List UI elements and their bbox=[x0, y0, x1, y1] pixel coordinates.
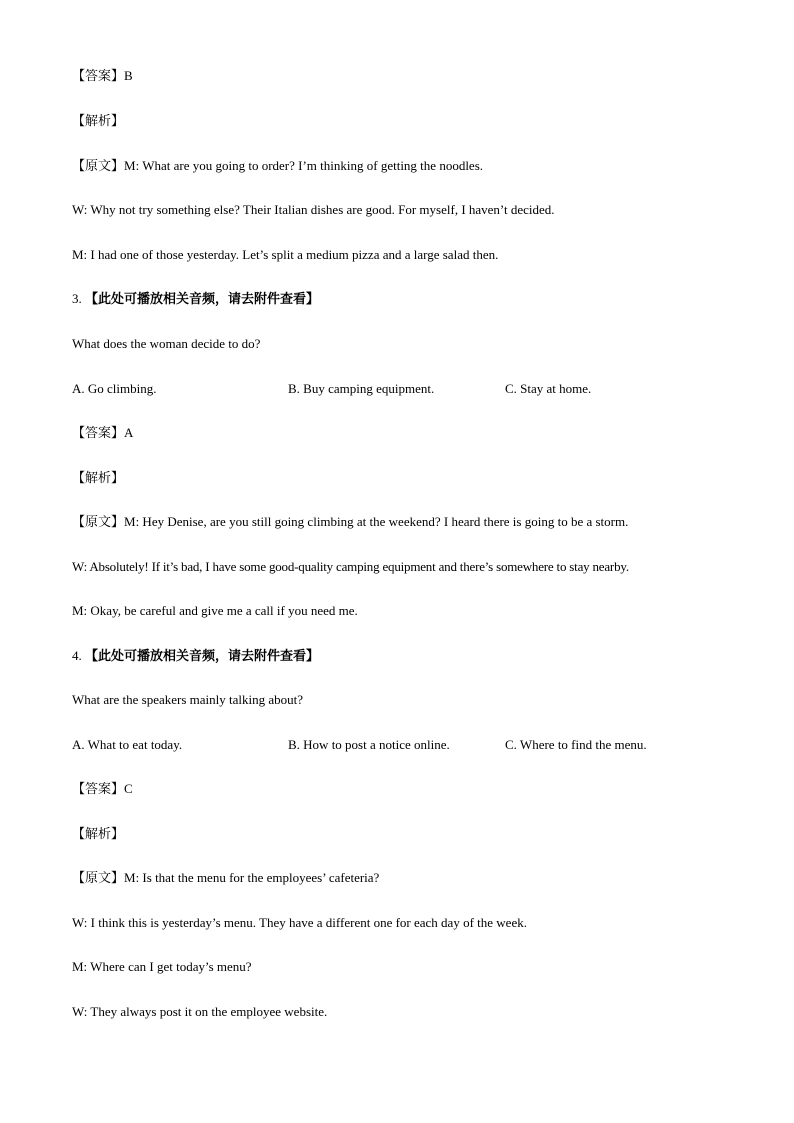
answer-value: B bbox=[124, 68, 133, 83]
transcript-text: M: I had one of those yesterday. Let’s split a medium pizza and a large salad then. bbox=[72, 247, 499, 262]
transcript-label: 【原文】 bbox=[72, 515, 125, 530]
answer-label: 【答案】 bbox=[72, 426, 125, 441]
option-c: C. Where to find the menu. bbox=[505, 737, 647, 752]
transcript-text: M: Okay, be careful and give me a call if you need me. bbox=[72, 603, 358, 618]
answer-line bbox=[72, 67, 133, 86]
transcript-text: M: Is that the menu for the employees’ cafeteria? bbox=[124, 870, 380, 885]
answer-value: A bbox=[124, 425, 134, 440]
audio-note: 【此处可播放相关音频，请去附件查看】 bbox=[85, 292, 320, 307]
option-a: A. Go climbing. bbox=[72, 381, 157, 396]
question-header bbox=[72, 647, 319, 666]
answer-line bbox=[72, 780, 133, 799]
transcript-label: 【原文】 bbox=[72, 159, 125, 174]
question-number: 3. bbox=[72, 291, 82, 306]
option-b: B. How to post a notice online. bbox=[288, 737, 450, 752]
transcript-line bbox=[72, 958, 252, 976]
transcript-text: M: Where can I get today’s menu? bbox=[72, 959, 252, 974]
question-number: 4. bbox=[72, 648, 82, 663]
transcript-line bbox=[72, 869, 379, 888]
transcript-text: M: What are you going to order? I’m thinking of getting the noodles. bbox=[124, 158, 484, 173]
transcript-text: W: I think this is yesterday’s menu. They have a different one for each day of the week. bbox=[72, 915, 527, 930]
option-a: A. What to eat today. bbox=[72, 737, 183, 752]
answer-label: 【答案】 bbox=[72, 69, 125, 84]
analysis-label: 【解析】 bbox=[72, 471, 125, 486]
question-header bbox=[72, 290, 319, 309]
transcript-text: W: They always post it on the employee website. bbox=[72, 1004, 328, 1019]
transcript-text: W: Why not try something else? Their Italian dishes are good. For myself, I haven’t decided. bbox=[72, 202, 555, 217]
question-text: What does the woman decide to do? bbox=[72, 336, 261, 351]
audio-note: 【此处可播放相关音频，请去附件查看】 bbox=[85, 649, 320, 664]
transcript-line bbox=[72, 558, 629, 576]
option-c: C. Stay at home. bbox=[505, 381, 592, 396]
answer-value: C bbox=[124, 781, 133, 796]
transcript-line bbox=[72, 157, 483, 176]
transcript-line bbox=[72, 246, 498, 264]
transcript-line bbox=[72, 914, 527, 932]
transcript-line bbox=[72, 602, 358, 620]
transcript-text: W: Absolutely! If it’s bad, I have some good-quality camping equipment and there’s somewhere to stay nearby. bbox=[72, 559, 629, 574]
transcript-text: M: Hey Denise, are you still going climbing at the weekend? I heard there is going to be a storm. bbox=[124, 514, 629, 529]
question-text: What are the speakers mainly talking about? bbox=[72, 692, 304, 707]
transcript-line bbox=[72, 513, 628, 532]
analysis-label: 【解析】 bbox=[72, 827, 125, 842]
analysis-label: 【解析】 bbox=[72, 114, 125, 129]
option-b: B. Buy camping equipment. bbox=[288, 381, 435, 396]
transcript-label: 【原文】 bbox=[72, 871, 125, 886]
transcript-line bbox=[72, 1003, 327, 1021]
answer-label: 【答案】 bbox=[72, 782, 125, 797]
answer-line bbox=[72, 424, 133, 443]
transcript-line bbox=[72, 201, 555, 219]
